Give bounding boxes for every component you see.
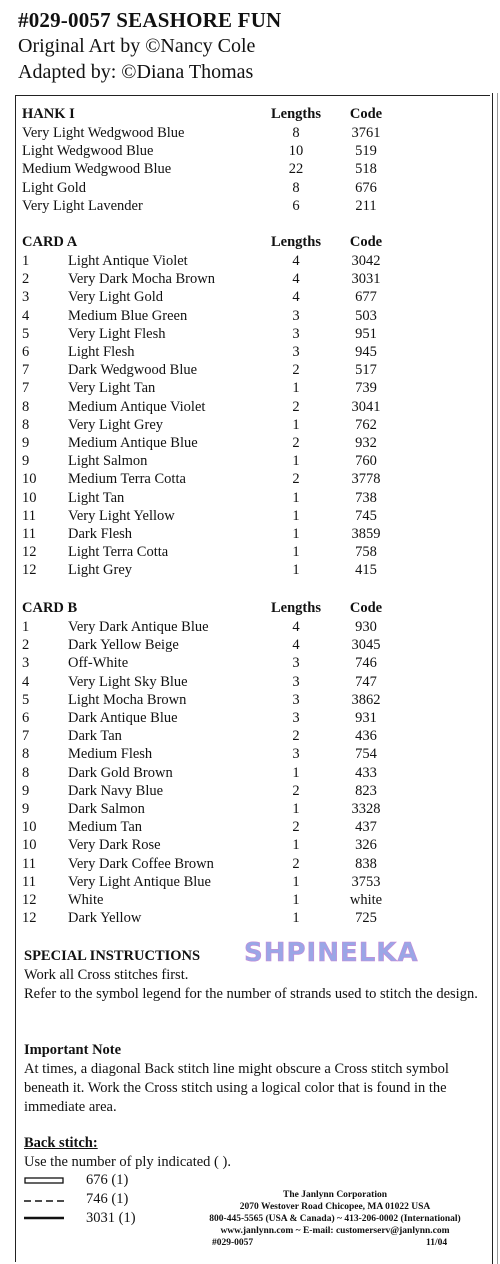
thread-row [16, 856, 490, 874]
thread-symbol-number: 7 [22, 380, 30, 397]
special-instructions-line2: Refer to the symbol legend for the number of strands used to stitch the design. [24, 986, 478, 1002]
important-note-title: Important Note [24, 1042, 122, 1058]
thread-row [16, 362, 490, 380]
thread-lengths: 10 [288, 142, 304, 159]
thread-row [16, 344, 490, 362]
thread-code: 3778 [351, 471, 381, 488]
thread-color-name: Light Salmon [68, 453, 148, 470]
thread-code: 745 [355, 507, 377, 524]
right-border [492, 93, 493, 1264]
thread-lengths: 1 [292, 380, 300, 397]
thread-symbol-number: 12 [22, 562, 37, 579]
thread-code: 762 [355, 416, 377, 433]
corporation-address: 2070 Westover Road Chicopee, MA 01022 USA [239, 1202, 431, 1212]
thread-code: 437 [355, 819, 377, 836]
pattern-code: #029-0057 [212, 1238, 254, 1248]
thread-symbol-number: 8 [22, 746, 30, 763]
thread-symbol-number: 11 [22, 873, 36, 890]
thread-color-name: Very Light Gold [68, 289, 164, 306]
thread-lengths: 1 [292, 837, 300, 854]
thread-row [16, 143, 490, 161]
thread-color-name: Dark Tan [68, 728, 122, 745]
thread-row [16, 399, 490, 417]
thread-code: 823 [355, 782, 377, 799]
thread-symbol-number: 8 [22, 398, 30, 415]
thread-row [16, 380, 490, 398]
thread-lengths: 1 [292, 526, 300, 542]
thread-color-name: Dark Flesh [68, 526, 133, 542]
thread-lengths: 1 [292, 507, 300, 524]
thread-row [16, 490, 490, 508]
thread-color-name: Dark Navy Blue [68, 782, 164, 799]
thread-symbol-number: 3 [22, 655, 30, 672]
thread-symbol-number: 4 [22, 673, 30, 690]
hank-header-row [16, 106, 490, 124]
thread-code: 746 [355, 655, 377, 672]
thread-color-name: Light Gold [22, 179, 87, 196]
corporation-info [190, 1189, 480, 1249]
thread-code: 433 [355, 764, 377, 781]
thread-color-name: White [68, 892, 104, 908]
thread-row [16, 910, 490, 928]
thread-row [16, 637, 490, 655]
thread-color-name: Light Antique Violet [68, 253, 188, 269]
thread-color-name: Very Dark Rose [68, 837, 161, 854]
thread-code: 3328 [351, 801, 381, 817]
thread-lengths: 3 [292, 746, 300, 763]
card-a-header-row [16, 234, 490, 252]
thread-lengths: 2 [292, 819, 300, 836]
thread-symbol-number: 5 [22, 691, 30, 708]
thread-color-name: Very Light Grey [68, 416, 164, 433]
thread-code: 747 [355, 673, 377, 690]
thread-code: 436 [355, 728, 377, 745]
thread-symbol-number: 6 [22, 344, 30, 360]
thread-code: 3041 [351, 398, 381, 415]
code-header: Code [349, 234, 383, 250]
thread-lengths: 1 [292, 764, 300, 781]
thread-symbol-number: 12 [22, 892, 37, 908]
thread-lengths: 1 [292, 801, 300, 817]
thread-lengths: 4 [292, 637, 300, 654]
back-stitch-title: Back stitch: [24, 1135, 98, 1151]
code-header: Code [349, 600, 383, 616]
thread-lengths: 2 [292, 471, 300, 488]
back-stitch-label: 746 (1) [86, 1191, 129, 1207]
thread-code: 3753 [351, 873, 381, 890]
thread-color-name: Very Light Antique Blue [68, 873, 211, 890]
thread-symbol-number: 9 [22, 453, 30, 470]
thread-color-name: Medium Wedgwood Blue [22, 161, 172, 178]
thread-lengths: 2 [292, 362, 300, 379]
special-instructions-line1: Work all Cross stitches first. [24, 967, 189, 983]
thread-color-name: Light Flesh [68, 344, 135, 360]
thread-symbol-number: 11 [22, 855, 36, 872]
thread-symbol-number: 2 [22, 271, 30, 288]
thread-symbol-number: 9 [22, 435, 30, 451]
back-stitch-label: 676 (1) [86, 1172, 129, 1188]
thread-color-name: Medium Blue Green [68, 307, 188, 324]
corporation-web: www.janlynn.com ~ E-mail: customerserv@janlynn.com [220, 1226, 450, 1236]
thread-symbol-number: 10 [22, 471, 37, 488]
thread-code: 3031 [351, 271, 381, 288]
thread-lengths: 2 [292, 782, 300, 799]
thread-color-name: Dark Wedgwood Blue [68, 362, 198, 379]
thread-code: 517 [355, 362, 377, 379]
thread-code: 518 [355, 161, 377, 178]
thread-code: 754 [355, 746, 377, 763]
thread-lengths: 3 [292, 710, 300, 726]
thread-symbol-number: 1 [22, 619, 30, 635]
thread-lengths: 3 [292, 655, 300, 672]
thread-row [16, 308, 490, 326]
thread-code: 738 [355, 489, 377, 506]
thread-symbol-number: 2 [22, 637, 30, 654]
thread-color-name: Medium Terra Cotta [68, 471, 186, 488]
corporation-codes [190, 1237, 480, 1249]
thread-row [16, 874, 490, 892]
thread-color-name: Off-White [68, 655, 129, 672]
thread-lengths: 1 [292, 562, 300, 579]
thread-lengths: 1 [292, 910, 300, 927]
thread-lengths: 2 [292, 728, 300, 745]
thread-row [16, 837, 490, 855]
thread-color-name: Medium Antique Blue [68, 435, 198, 451]
thread-color-name: Light Mocha Brown [68, 691, 187, 708]
thread-row [16, 619, 490, 637]
thread-code: 945 [355, 344, 377, 360]
thread-code: 519 [355, 142, 377, 159]
thread-symbol-number: 8 [22, 764, 30, 781]
thread-code: 415 [355, 562, 377, 579]
thread-lengths: 4 [292, 271, 300, 288]
adapted-by-credit: Adapted by: ©Diana Thomas [18, 61, 254, 83]
thread-row [16, 271, 490, 289]
thread-row [16, 710, 490, 728]
thread-row [16, 526, 490, 544]
thread-lengths: 4 [292, 253, 300, 269]
thread-symbol-number: 3 [22, 289, 30, 306]
special-instructions-title: SPECIAL INSTRUCTIONS [24, 948, 201, 964]
thread-row [16, 161, 490, 179]
thread-symbol-number: 9 [22, 801, 30, 817]
thread-row [16, 892, 490, 910]
thread-lengths: 1 [292, 873, 300, 890]
thread-row [16, 435, 490, 453]
thread-lengths: 1 [292, 453, 300, 470]
thread-row [16, 508, 490, 526]
thread-symbol-number: 10 [22, 489, 37, 506]
thread-lengths: 1 [292, 416, 300, 433]
thread-row [16, 819, 490, 837]
thread-code: white [349, 892, 383, 908]
thread-symbol-number: 11 [22, 507, 36, 524]
thread-color-name: Very Light Flesh [68, 325, 166, 342]
right-border-secondary [497, 93, 498, 1264]
thread-color-name: Very Dark Coffee Brown [68, 855, 214, 872]
thread-lengths: 3 [292, 344, 300, 360]
thread-color-name: Light Terra Cotta [68, 544, 169, 561]
thread-row [16, 544, 490, 562]
thread-color-name: Very Light Tan [68, 380, 156, 397]
card-b-title: CARD B [22, 600, 78, 616]
thread-lengths: 3 [292, 691, 300, 708]
thread-color-name: Medium Tan [68, 819, 143, 836]
thread-code: 3045 [351, 637, 381, 654]
thread-code: 932 [355, 435, 377, 451]
thread-lengths: 8 [292, 179, 300, 196]
thread-code: 3862 [351, 691, 381, 708]
important-note-text: At times, a diagonal Back stitch line might obscure a Cross stitch symbol beneath it. Work the Cross stitch using a logical color that is found in the immediate area. [24, 1061, 449, 1115]
thread-symbol-number: 9 [22, 782, 30, 799]
thread-row [16, 728, 490, 746]
thread-lengths: 1 [292, 489, 300, 506]
original-art-credit: Original Art by ©Nancy Cole [18, 35, 256, 57]
thread-row [16, 746, 490, 764]
thread-row [16, 765, 490, 783]
thread-symbol-number: 7 [22, 728, 30, 745]
pattern-date: 11/04 [426, 1238, 448, 1248]
double-line-icon [24, 1177, 66, 1185]
thread-code: 930 [355, 619, 377, 635]
thread-lengths: 4 [292, 289, 300, 306]
thread-symbol-number: 10 [22, 837, 37, 854]
lengths-header: Lengths [271, 600, 321, 616]
thread-code: 3042 [351, 253, 381, 269]
thread-row [16, 674, 490, 692]
thread-code: 503 [355, 307, 377, 324]
solid-line-icon [24, 1216, 66, 1220]
thread-row [16, 783, 490, 801]
thread-code: 951 [355, 325, 377, 342]
thread-color-name: Very Light Sky Blue [68, 673, 188, 690]
card-a-title: CARD A [22, 234, 78, 250]
thread-row [16, 453, 490, 471]
thread-code: 725 [355, 910, 377, 927]
thread-code: 3859 [351, 526, 381, 542]
thread-code: 931 [355, 710, 377, 726]
thread-code: 677 [355, 289, 377, 306]
thread-code: 838 [355, 855, 377, 872]
thread-code: 739 [355, 380, 377, 397]
thread-color-name: Medium Flesh [68, 746, 153, 763]
back-stitch-instruction: Use the number of ply indicated ( ). [24, 1154, 231, 1170]
thread-lengths: 3 [292, 307, 300, 324]
thread-code: 326 [355, 837, 377, 854]
thread-symbol-number: 12 [22, 544, 37, 561]
thread-lengths: 6 [292, 198, 300, 215]
thread-symbol-number: 12 [22, 910, 37, 927]
thread-row [16, 417, 490, 435]
thread-color-name: Dark Antique Blue [68, 710, 178, 726]
thread-lengths: 2 [292, 855, 300, 872]
dashed-line-icon [24, 1199, 66, 1203]
thread-row [16, 655, 490, 673]
thread-symbol-number: 7 [22, 362, 30, 379]
shpinelka-watermark: SHPINELKA [244, 938, 419, 968]
thread-row [16, 180, 490, 198]
thread-symbol-number: 5 [22, 325, 30, 342]
thread-color-name: Very Light Yellow [68, 507, 175, 524]
thread-row [16, 289, 490, 307]
thread-lengths: 3 [292, 673, 300, 690]
thread-color-name: Dark Gold Brown [68, 764, 173, 781]
thread-symbol-number: 11 [22, 526, 36, 542]
thread-lengths: 4 [292, 619, 300, 635]
thread-symbol-number: 1 [22, 253, 30, 269]
thread-row [16, 326, 490, 344]
thread-lengths: 8 [292, 124, 300, 141]
thread-color-name: Very Light Lavender [22, 198, 143, 215]
thread-color-name: Very Dark Antique Blue [68, 619, 209, 635]
corporation-phone: 800-445-5565 (USA & Canada) ~ 413-206-0002 (International) [209, 1214, 461, 1224]
thread-color-name: Dark Salmon [68, 801, 145, 817]
thread-row [16, 801, 490, 819]
hank-title: HANK I [22, 106, 75, 122]
thread-row [16, 198, 490, 216]
thread-code: 3761 [351, 124, 381, 141]
thread-symbol-number: 6 [22, 710, 30, 726]
lengths-header: Lengths [271, 234, 321, 250]
thread-symbol-number: 10 [22, 819, 37, 836]
thread-code: 760 [355, 453, 377, 470]
thread-list-box [15, 95, 490, 1262]
thread-row [16, 471, 490, 489]
thread-code: 676 [355, 179, 377, 196]
thread-symbol-number: 4 [22, 307, 30, 324]
thread-color-name: Very Light Wedgwood Blue [22, 124, 185, 141]
thread-color-name: Light Tan [68, 489, 125, 506]
thread-row [16, 562, 490, 580]
corporation-name: The Janlynn Corporation [283, 1190, 387, 1200]
thread-lengths: 2 [292, 435, 300, 451]
thread-code: 211 [355, 198, 377, 215]
thread-lengths: 22 [288, 161, 304, 178]
card-b-header-row [16, 600, 490, 618]
thread-lengths: 1 [292, 544, 300, 561]
thread-color-name: Medium Antique Violet [68, 398, 206, 415]
thread-color-name: Dark Yellow Beige [68, 637, 179, 654]
thread-row [16, 692, 490, 710]
pattern-title: #029-0057 SEASHORE FUN [18, 8, 282, 32]
thread-color-name: Light Grey [68, 562, 133, 579]
thread-color-name: Very Dark Mocha Brown [68, 271, 215, 288]
thread-lengths: 3 [292, 325, 300, 342]
thread-color-name: Light Wedgwood Blue [22, 142, 154, 159]
back-stitch-label: 3031 (1) [86, 1210, 136, 1226]
thread-row [16, 125, 490, 143]
thread-symbol-number: 8 [22, 416, 30, 433]
thread-row [16, 253, 490, 271]
thread-lengths: 2 [292, 398, 300, 415]
thread-color-name: Dark Yellow [68, 910, 142, 927]
lengths-header: Lengths [271, 106, 321, 122]
code-header: Code [349, 106, 383, 122]
thread-lengths: 1 [292, 892, 300, 908]
thread-code: 758 [355, 544, 377, 561]
